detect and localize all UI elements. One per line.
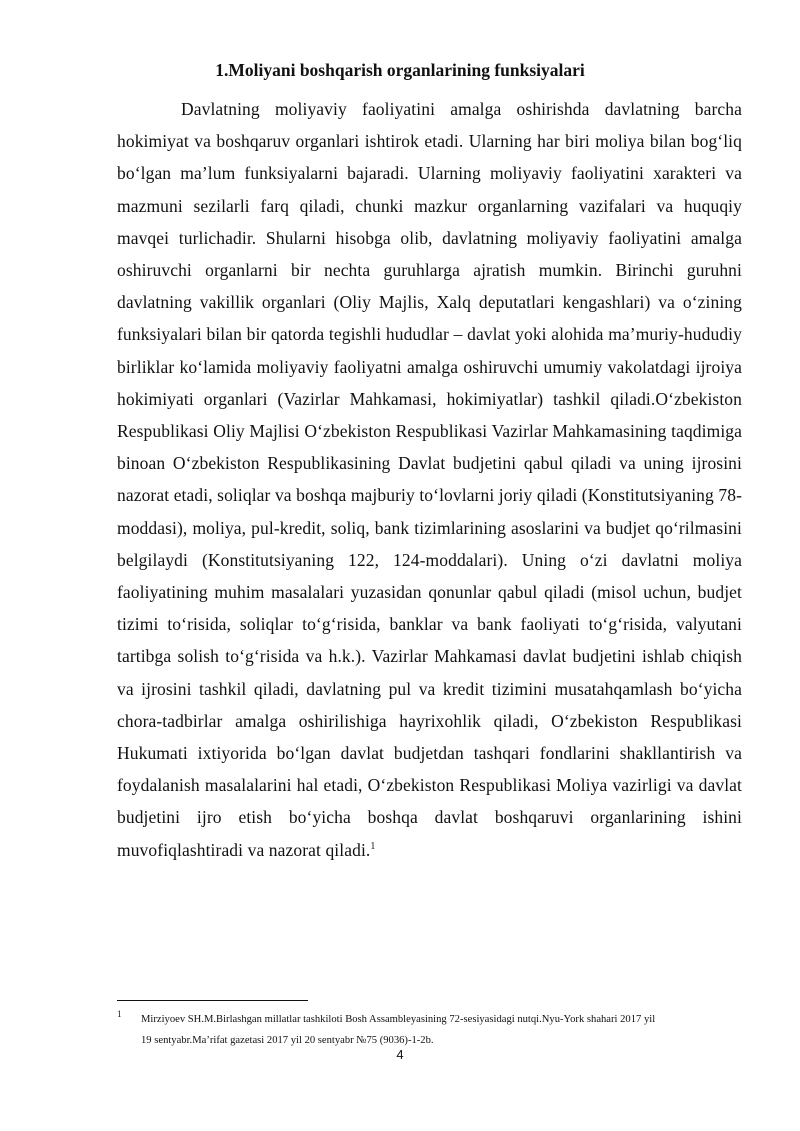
page-number: 4 <box>396 1047 404 1062</box>
footnote-text-2: 19 sentyabr.Ma’rifat gazetasi 2017 yil 20 sentyabr №75 (9036)-1-2b. <box>141 1035 434 1046</box>
paragraph-text: Davlatning moliyaviy faoliyatini amalga oshirishda davlatning barcha hokimiyat va boshqaruv organlari ishtirok etadi. Ularning har biri moliya bilan bog‘liq bo‘lgan ma’lum funksiyalarni bajaradi. Ularning moliyaviy faoliyatini xarakteri va mazmuni sezilarli farq qiladi, chunki mazkur organlarning vazifalari va huquqiy mavqei turlichadir. Shularni hisobga olib, davlatning moliyaviy faoliyatini amalga oshiruvchi organlarni bir nechta guruhlarga ajratish mumkin. Birinchi guruhni davlatning vakillik organlari (Oliy Majlis, Xalq deputatlari kengashlari) va o‘zining funksiyalari bilan bir qatorda tegishli hududlar – davlat yoki alohida ma’muriy-hududiy birliklar ko‘lamida moliyaviy faoliyatni amalga oshiruvchi umumiy vakolatdagi ijroiya hokimiyati organlari (Vazirlar Mahkamasi, hokimiyatlar) tashkil qiladi.O‘zbekiston Respublikasi Oliy Majlisi O‘zbekiston Respublikasi Vazirlar Mahkamasining taqdimiga binoan O‘zbekiston Respublikasining Davlat budjetini qabul qiladi va uning ijrosini nazorat etadi, soliqlar va boshqa majburiy to‘lovlarni joriy qiladi (Konstitutsiyaning 78-moddasi), moliya, pul-kredit, soliq, bank tizimlarining asoslarini va budjet qo‘rilmasini belgilaydi (Konstitutsiyaning 122, 124-moddalari). Uning o‘zi davlatni moliya faoliyatining muhim masalalari yuzasidan qonunlar qabul qiladi (misol uchun, budjet tizimi to‘risida, soliqlar to‘g‘risida, banklar va bank faoliyati to‘g‘risida, valyutani tartibga solish to‘g‘risida va h.k.). Vazirlar Mahkamasi davlat budjetini ishlab chiqish va ijrosini tashkil qiladi, davlatning pul va kredit tizimini musatahqamlash bo‘yicha chora-tadbirlar amalga oshirilishiga hayrixohlik qiladi, O‘zbekiston Respublikasi Hukumati ixtiyorida bo‘lgan davlat budjetdan tashqari fondlarini shakllantirish va foydalanish masalalarini hal etadi, O‘zbekiston Respublikasi Moliya vazirligi va davlat budjetini ijro etish bo‘yicha boshqa davlat boshqaruvi organlarining ishini muvofiqlashtiradi va nazorat qiladi. <box>117 99 742 860</box>
body-paragraph <box>117 93 742 866</box>
section-heading: 1.Moliyani boshqarish organlarining funksiyalari <box>215 60 585 80</box>
footnote-text-1: Mirziyoev SH.M.Birlashgan millatlar tashkiloti Bosh Assambleyasining 72-sesiyasidagi nutqi.Nyu-York shahari 2017 yil <box>141 1014 656 1025</box>
footnote <box>117 1009 742 1051</box>
footnote-reference[interactable]: 1 <box>370 840 376 852</box>
footnote-line-1: 1 Mirziyoev SH.M.Birlashgan millatlar tashkiloti Bosh Assambleyasining 72-sesiyasidagi nutqi.Nyu-York shahari 2017 yil <box>117 1009 656 1025</box>
footnote-separator <box>117 1000 308 1001</box>
